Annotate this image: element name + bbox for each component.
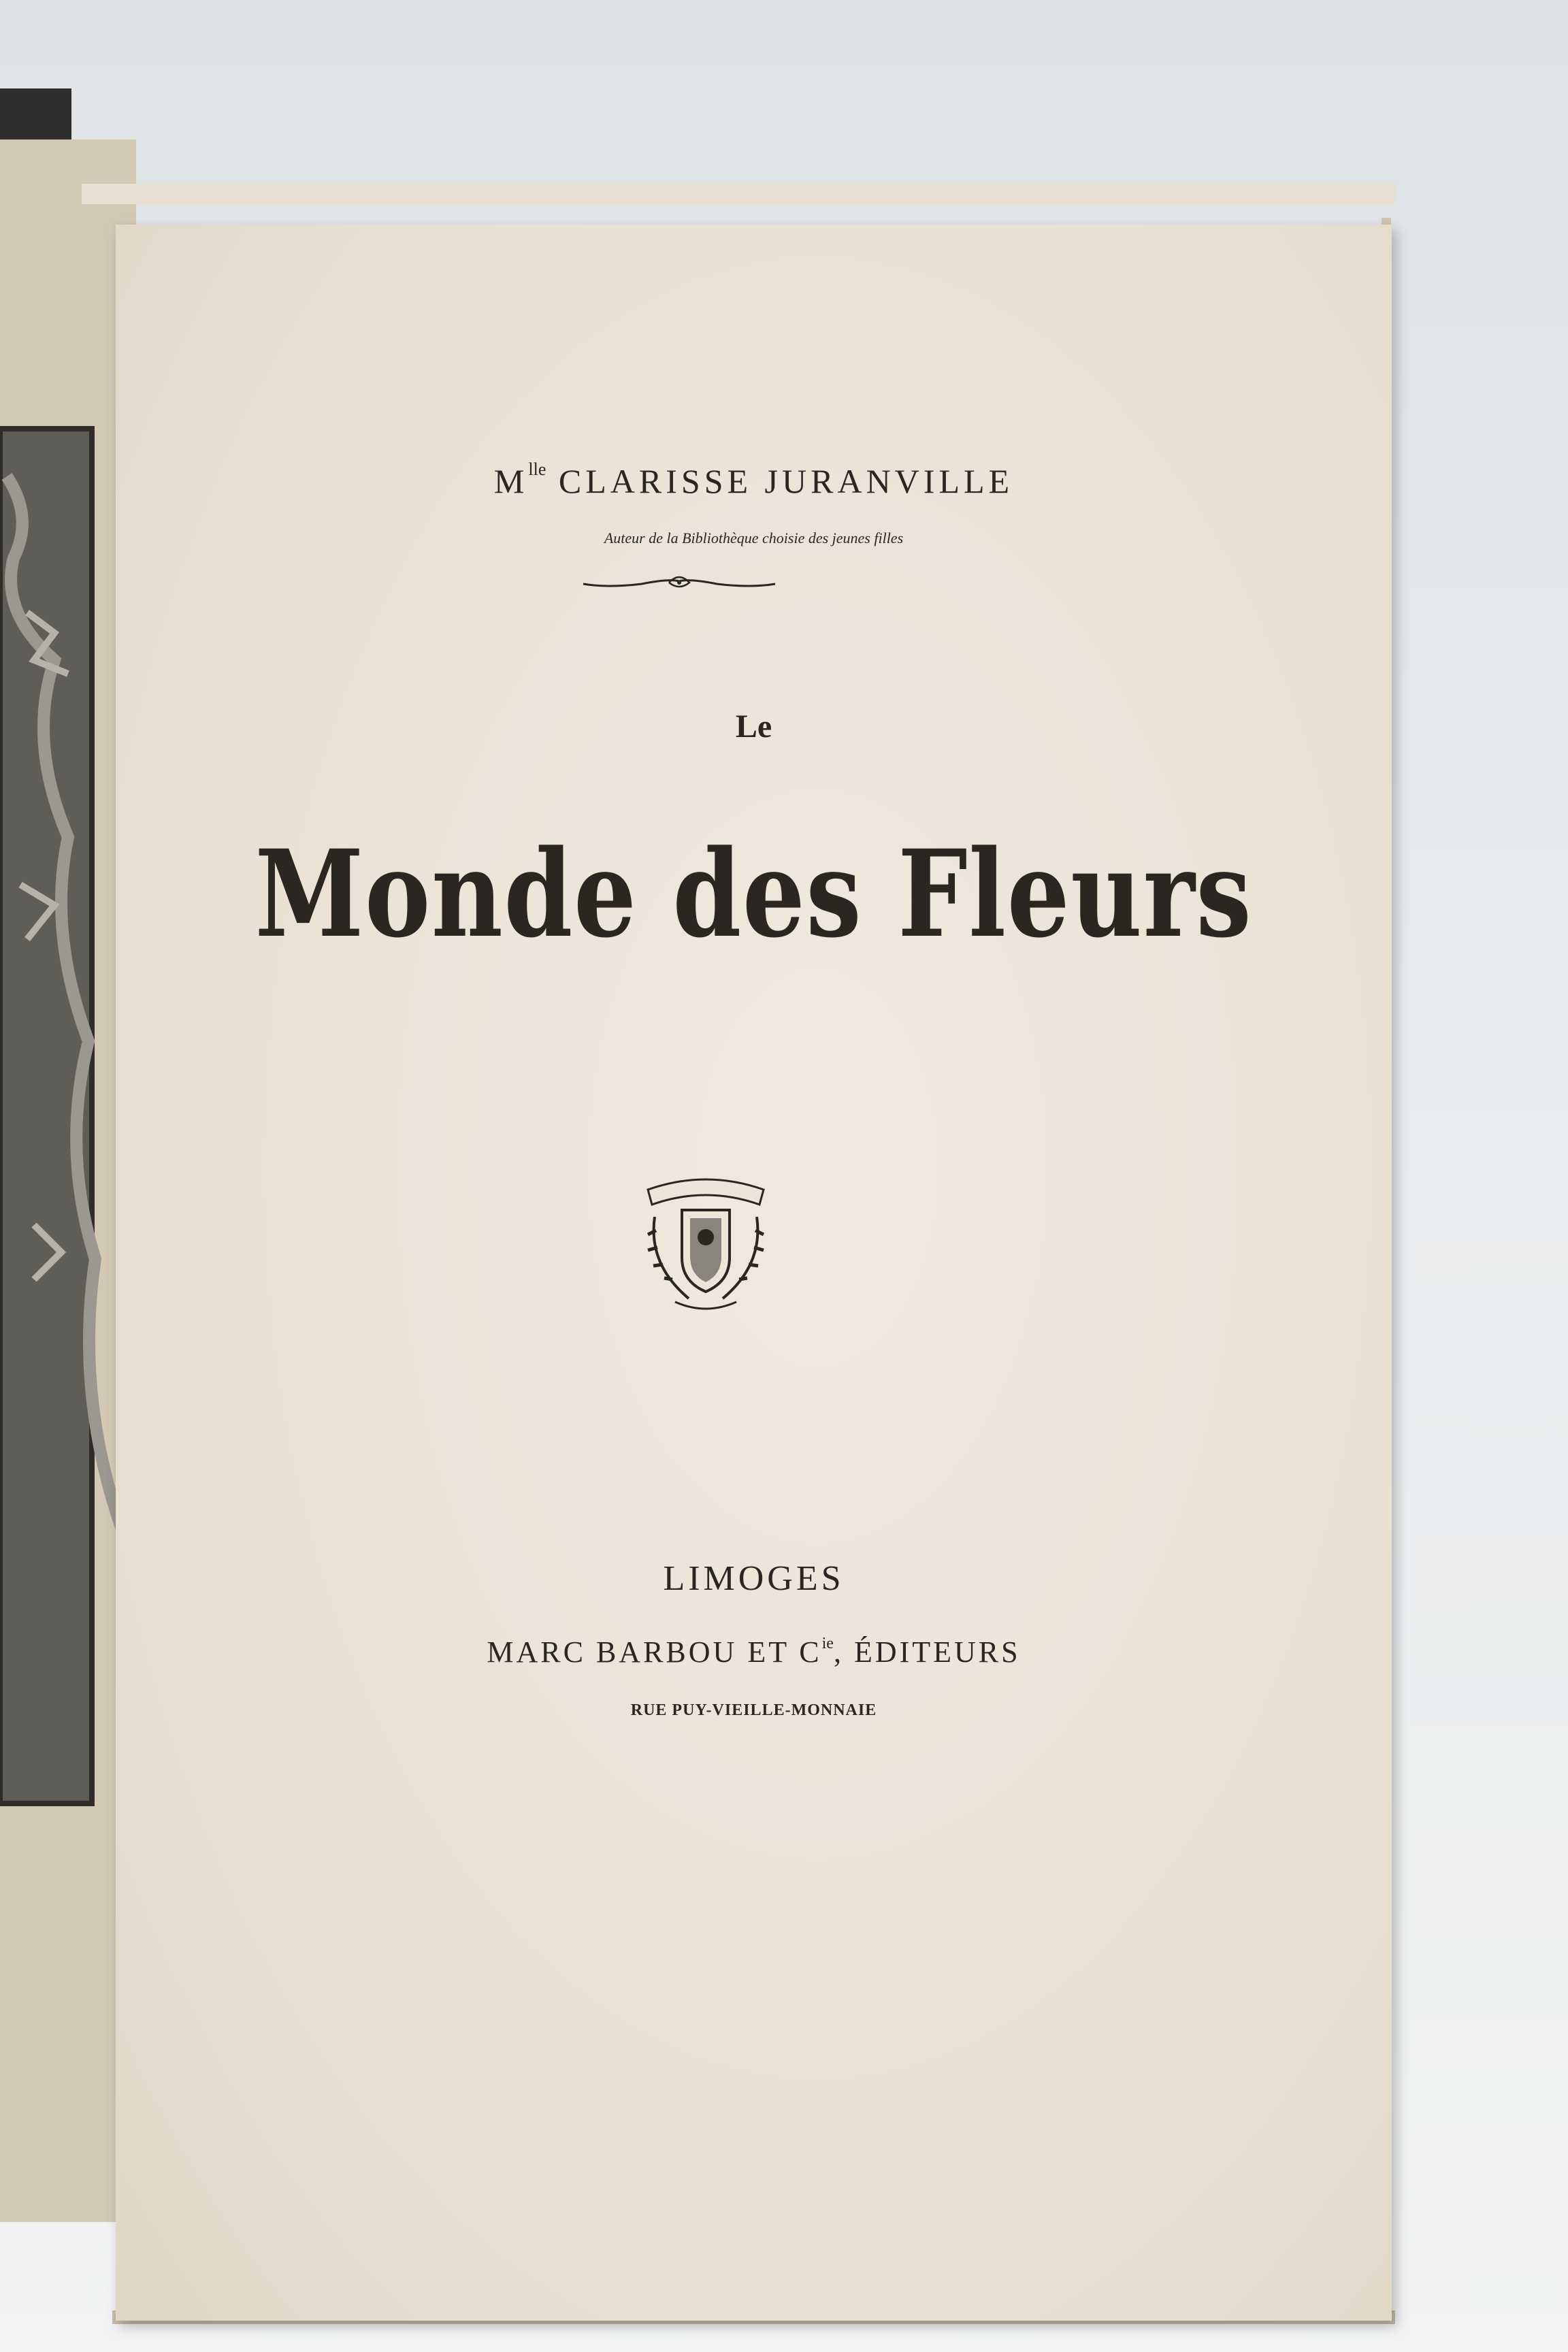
author-line — [116, 459, 1392, 501]
title-page — [116, 225, 1392, 2321]
publisher-line — [116, 1635, 1392, 1669]
author-name: CLARISSE JURANVILLE — [558, 462, 1014, 500]
publisher-city: LIMOGES — [663, 1559, 845, 1598]
author-subtitle: Auteur de la Bibliothèque choisie des jeunes filles — [604, 529, 904, 546]
title-article: Le — [735, 708, 772, 745]
author-prefix: M — [493, 462, 529, 500]
publisher-suffix: , ÉDITEURS — [833, 1635, 1021, 1669]
ornament-divider-icon — [581, 570, 778, 595]
publisher-sup: ie — [821, 1635, 834, 1652]
publisher-device-icon — [627, 1162, 784, 1319]
publisher-name: MARC BARBOU ET C — [487, 1635, 822, 1669]
author-prefix-sup: lle — [528, 459, 546, 479]
publisher-street: RUE PUY-VIEILLE-MONNAIE — [630, 1701, 877, 1719]
book-title: Monde des Fleurs — [255, 823, 1253, 964]
